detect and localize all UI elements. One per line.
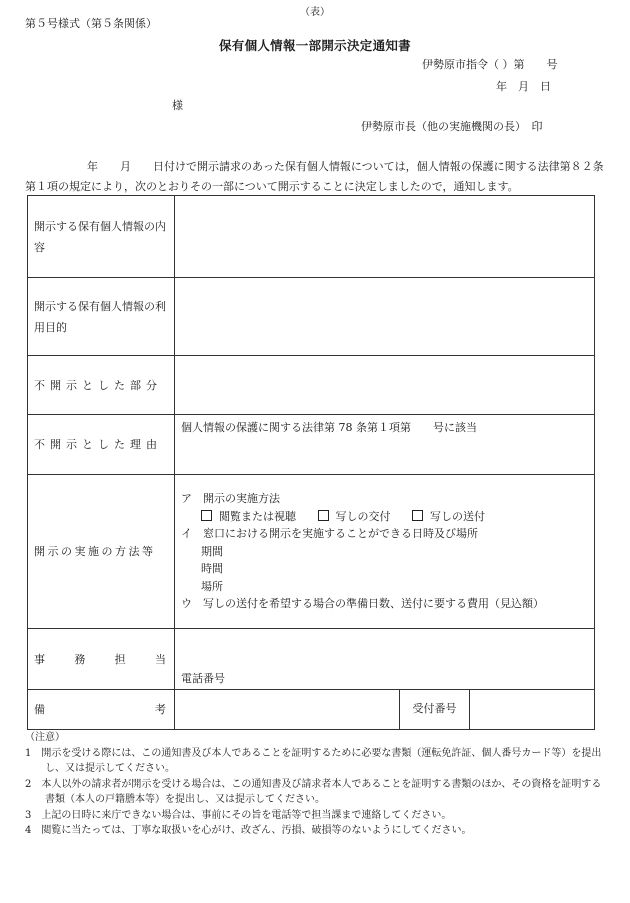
notes-section	[25, 730, 610, 839]
checkbox-copy-mail[interactable]	[412, 510, 423, 521]
row-disclosure-method	[28, 475, 595, 629]
field-nondisclosed-part[interactable]	[175, 356, 595, 415]
document-number: 伊勢原市指令（ ）第 号	[422, 58, 558, 71]
option-copy-delivery-label: 写しの交付	[335, 509, 391, 523]
method-a-heading: ア 開示の実施方法	[181, 492, 280, 506]
field-remarks[interactable]	[175, 690, 400, 730]
method-time-label: 時間	[201, 562, 223, 576]
row-remarks	[28, 690, 595, 730]
document-title: 保有個人情報一部開示決定通知書	[218, 38, 411, 53]
note-item: 4 閲覧に当たっては、丁寧な取扱いを心がけ、改ざん、汚損、破損等のないようにしてください。	[25, 825, 472, 836]
label-remarks	[28, 690, 175, 730]
notice-body-text: 年 月 日付けで開示請求のあった保有個人情報については，個人情報の保護に関する法律第８２条第１項の規定により，次のとおりその一部について開示することに決定しましたので，通知します。	[25, 160, 604, 193]
note-item: 3 上記の日時に来庁できない場合は、事前にその旨を電話等で担当課まで連絡してください。	[25, 809, 452, 821]
decision-form-table	[27, 195, 595, 730]
note-item: 1 開示を受ける際には、この通知書及び本人であることを証明するために必要な書類（運転免許証、個人番号カード等）を提出し、又は提示してください。	[25, 747, 602, 774]
method-period-label: 期間	[201, 544, 223, 558]
label-office-contact	[28, 629, 175, 690]
label-office-char: 担	[114, 652, 126, 666]
notes-heading: （注意）	[25, 732, 65, 743]
label-remarks-char: 考	[155, 703, 166, 716]
note-item: 2 本人以外の請求者が開示を受ける場合は、この通知書及び請求者本人であることを証明する書類のほか、その資格を証明する書類（本人の戸籍謄本等）を提出し、又は提示してください。	[25, 778, 602, 805]
sheet-side-label: （表）	[300, 7, 330, 18]
checkbox-inspect[interactable]	[201, 510, 212, 521]
method-options	[181, 508, 588, 526]
field-info-content[interactable]	[175, 196, 595, 278]
label-nondisclosure-reason: 不開示とした理由	[28, 415, 175, 475]
row-nondisclosure-reason	[28, 415, 595, 475]
field-nondisclosure-reason[interactable]: 個人情報の保護に関する法律第 78 条第１項第 号に該当	[175, 415, 595, 475]
checkbox-copy-delivery[interactable]	[318, 510, 329, 521]
label-office-char: 当	[154, 652, 166, 666]
label-info-content: 開示する保有個人情報の内容	[28, 196, 175, 278]
option-copy-mail-label: 写しの送付	[430, 509, 485, 523]
label-disclosure-method: 開示の実施の方法等	[28, 475, 175, 629]
row-usage-purpose	[28, 278, 595, 356]
label-office-char: 務	[74, 652, 86, 666]
issuer: 伊勢原市長（他の実施機関の長） 印	[361, 120, 543, 133]
row-nondisclosed-part	[28, 356, 595, 415]
label-usage-purpose: 開示する保有個人情報の利用目的	[28, 278, 175, 356]
option-inspect-label: 閲覧または視聴	[219, 509, 296, 523]
phone-number-label: 電話番号	[181, 671, 225, 685]
label-remarks-char: 備	[34, 703, 45, 716]
label-nondisclosed-part: 不開示とした部分	[28, 356, 175, 415]
date-line: 年 月 日	[496, 80, 551, 93]
method-place-label: 場所	[201, 579, 223, 593]
row-info-content	[28, 196, 595, 278]
row-office-contact	[28, 629, 595, 690]
label-reception-number: 受付番号	[400, 690, 470, 730]
method-u-heading: ウ 写しの送付を希望する場合の準備日数、送付に要する費用（見込額）	[181, 597, 544, 611]
addressee: 様	[172, 99, 183, 112]
label-office-char: 事	[34, 652, 45, 666]
field-office-contact[interactable]	[175, 629, 595, 690]
method-i-heading: イ 窓口における開示を実施することができる日時及び場所	[181, 527, 478, 541]
field-usage-purpose[interactable]	[175, 278, 595, 356]
field-reception-number[interactable]	[470, 690, 595, 730]
field-disclosure-method	[175, 475, 595, 629]
form-number: 第５号様式（第５条関係）	[25, 17, 157, 30]
